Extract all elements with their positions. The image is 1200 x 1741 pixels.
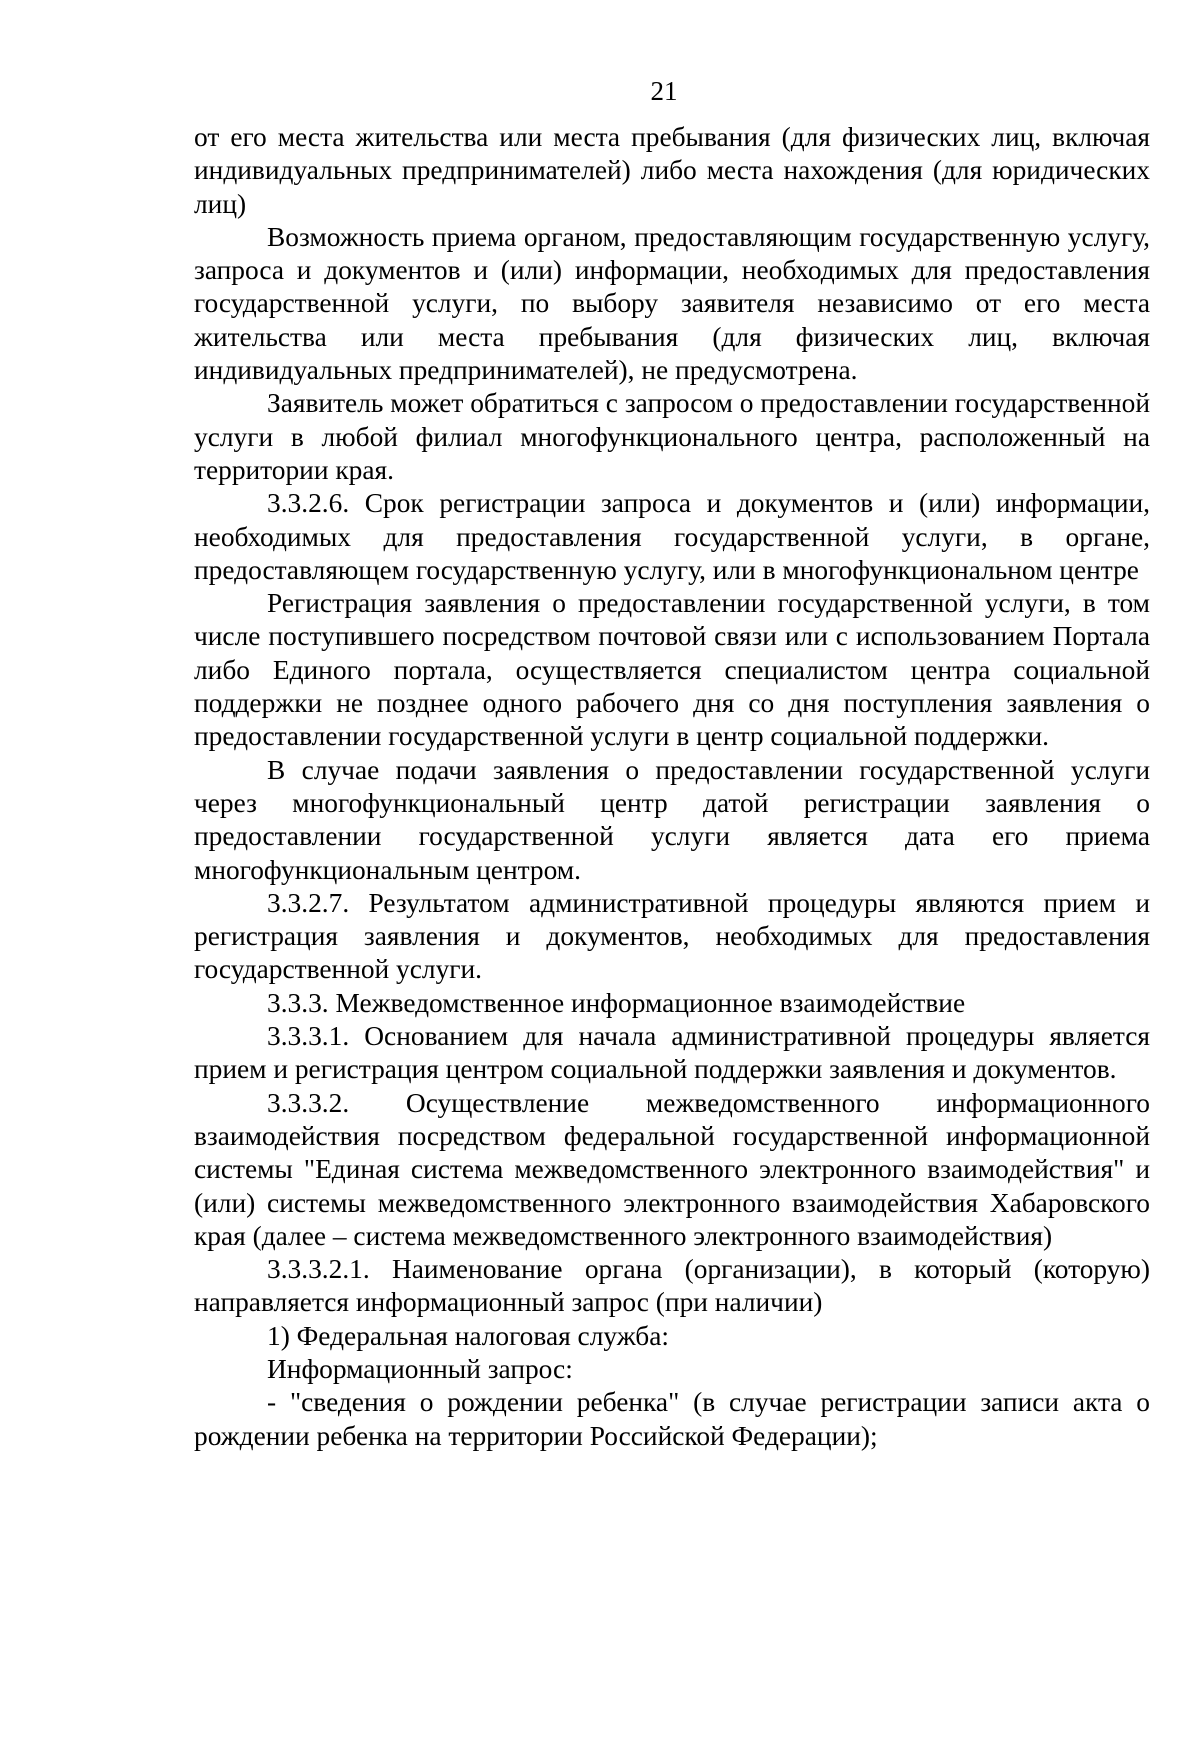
- document-body: [194, 121, 1150, 1453]
- page-number: 21: [650, 76, 678, 106]
- paragraph-applicant-branch: Заявитель может обратиться с запросом о предоставлении государственной услуги в любой филиал многофункционального центра, расположенный на территории края.: [194, 388, 1150, 485]
- paragraph-birth-info: - "сведения о рождении ребенка" (в случае регистрации записи акта о рождении ребенка на территории Российской Федерации);: [194, 1387, 1150, 1451]
- paragraph-3-3-3-2-1: 3.3.3.2.1. Наименование органа (организации), в который (которую) направляется информационный запрос (при наличии): [194, 1254, 1150, 1318]
- paragraph-3-3-2-6: 3.3.2.6. Срок регистрации запроса и документов и (или) информации, необходимых для предоставления государственной услуги, в органе, предоставляющем государственную услугу, или в многофункциональном центре: [194, 488, 1150, 585]
- paragraph-reception-possibility: Возможность приема органом, предоставляющим государственную услугу, запроса и документов и (или) информации, необходимых для предоставления государственной услуги, по выбору заявителя независимо от его места жительства или места пребывания (для физических лиц, включая индивидуальных предпринимателей), не предусмотрена.: [194, 221, 1150, 386]
- paragraph-continuation: от его места жительства или места пребывания (для физических лиц, включая индивидуальных предпринимателей) либо места нахождения (для юридических лиц): [194, 122, 1150, 219]
- paragraph-info-request: Информационный запрос:: [267, 1353, 573, 1384]
- paragraph-3-3-3-2: 3.3.3.2. Осуществление межведомственного информационного взаимодействия посредством федеральной государственной информационной системы "Единая система межведомственного электронного взаимодействия" и (или) системы межведомственного электронного взаимодействия Хабаровского края (далее – система межведомственного электронного взаимодействия): [194, 1087, 1150, 1251]
- paragraph-registration: Регистрация заявления о предоставлении государственной услуги, в том числе поступившего посредством почтовой связи или с использованием Портала либо Единого портала, осуществляется специалистом центра социальной поддержки не позднее одного рабочего дня со дня поступления заявления о предоставлении государственной услуги в центр социальной поддержки.: [194, 588, 1150, 752]
- paragraph-tax-service: 1) Федеральная налоговая служба:: [267, 1320, 669, 1351]
- paragraph-3-3-3: 3.3.3. Межведомственное информационное взаимодействие: [267, 987, 966, 1018]
- paragraph-mfc-registration: В случае подачи заявления о предоставлении государственной услуги через многофункциональный центр датой регистрации заявления о предоставлении государственной услуги является дата его приема многофункциональным центром.: [194, 754, 1150, 885]
- paragraph-3-3-2-7: 3.3.2.7. Результатом административной процедуры являются прием и регистрация заявления и документов, необходимых для предоставления государственной услуги.: [194, 887, 1150, 985]
- paragraph-3-3-3-1: 3.3.3.1. Основанием для начала административной процедуры является прием и регистрация центром социальной поддержки заявления и документов.: [194, 1021, 1150, 1085]
